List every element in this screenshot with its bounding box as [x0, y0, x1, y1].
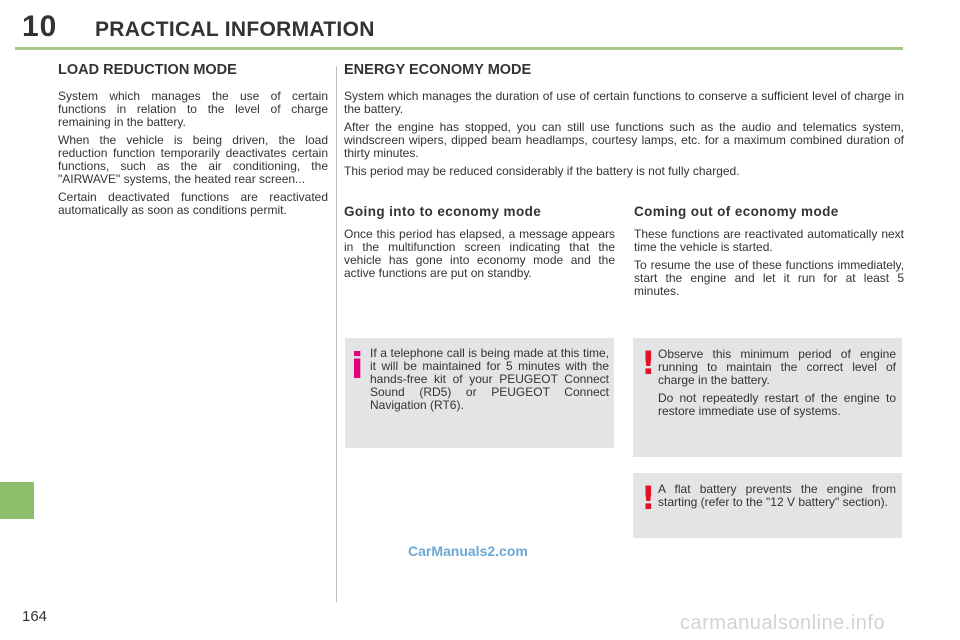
page-number: 164: [22, 608, 48, 625]
energy-economy-paragraph: System which manages the duration of use of certain functions to conserve a sufficient level of charge in the battery.: [344, 89, 904, 116]
load-reduction-section: [58, 62, 328, 222]
warning-note-engine-running: [633, 338, 902, 457]
chapter-tab: [0, 482, 34, 519]
info-note: [345, 338, 614, 448]
coming-out-economy-section: [634, 204, 904, 303]
warning-note-flat-battery: [633, 473, 902, 538]
energy-economy-paragraph: After the engine has stopped, you can still use functions such as the audio and telematics system, windscreen wipers, dipped beam headlamps, courtesy lamps, etc. for a maximum combined duration of thirty minutes.: [344, 120, 904, 160]
coming-out-economy-title: Coming out of economy mode: [634, 204, 839, 219]
warning-icon: !: [641, 479, 656, 517]
coming-out-economy-paragraph: To resume the use of these functions immediately, start the engine and let it run for at least 5 minutes.: [634, 258, 904, 298]
going-into-economy-title: Going into to economy mode: [344, 204, 542, 219]
warning-note-text: Observe this minimum period of engine running to maintain the correct level of charge in the battery.: [658, 347, 896, 387]
warning-note-text: Do not repeatedly restart of the engine to restore immediate use of systems.: [658, 391, 896, 418]
watermark-carmanualsonline[interactable]: carmanualsonline.info: [680, 612, 886, 634]
info-note-text: If a telephone call is being made at this time, it will be maintained for 5 minutes with the hands-free kit of your PEUGEOT Connect Sound (RD5) or PEUGEOT Connect Navigation (RT6).: [370, 346, 609, 412]
load-reduction-paragraph: System which manages the use of certain functions in relation to the level of charge remaining in the battery.: [58, 89, 328, 129]
chapter-title: PRACTICAL INFORMATION: [95, 18, 375, 41]
watermark-carmanuals2[interactable]: CarManuals2.com: [408, 543, 528, 559]
header-rule: [15, 47, 903, 50]
going-into-economy-section: [344, 204, 615, 285]
energy-economy-title: ENERGY ECONOMY MODE: [344, 62, 532, 78]
info-icon: i: [351, 346, 364, 387]
chapter-number: 10: [22, 10, 58, 43]
load-reduction-paragraph: Certain deactivated functions are reactivated automatically as soon as conditions permit.: [58, 190, 328, 217]
warning-icon: !: [641, 344, 656, 382]
coming-out-economy-paragraph: These functions are reactivated automatically next time the vehicle is started.: [634, 227, 904, 254]
load-reduction-paragraph: When the vehicle is being driven, the load reduction function temporarily deactivates certain functions, such as the air conditioning, the "AIRWAVE" systems, the heated rear screen...: [58, 133, 328, 186]
energy-economy-section: [344, 62, 904, 183]
column-divider: [336, 66, 337, 602]
warning-note-text: A flat battery prevents the engine from starting (refer to the "12 V battery" section).: [658, 482, 896, 509]
going-into-economy-paragraph: Once this period has elapsed, a message appears in the multifunction screen indicating that the vehicle has gone into economy mode and the active functions are put on standby.: [344, 227, 615, 280]
energy-economy-paragraph: This period may be reduced considerably if the battery is not fully charged.: [344, 164, 740, 178]
load-reduction-title: LOAD REDUCTION MODE: [58, 62, 237, 78]
